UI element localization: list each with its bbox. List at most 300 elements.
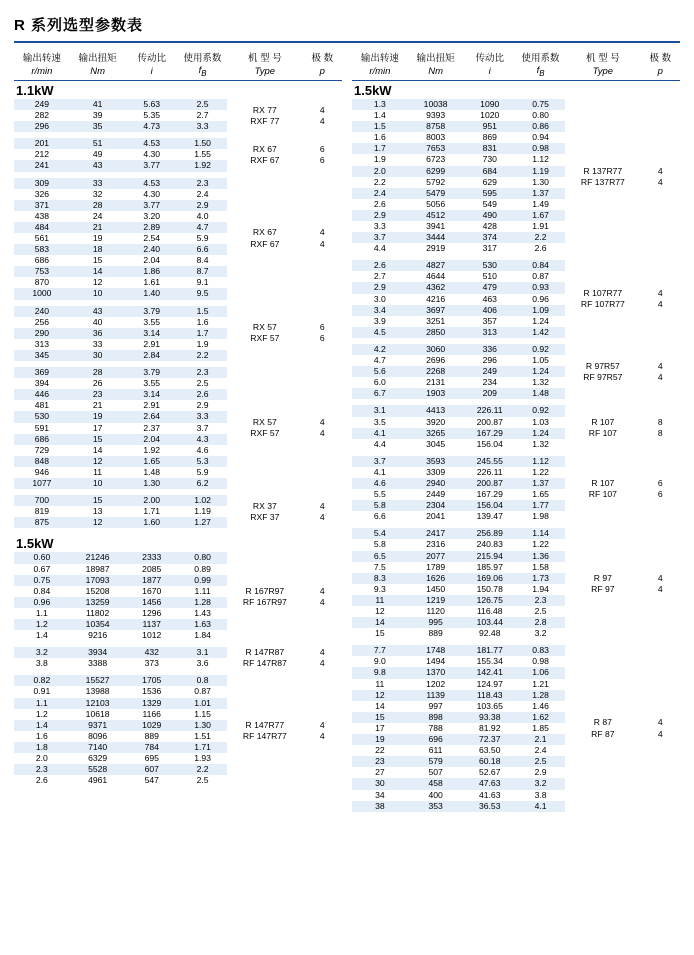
cell: 4216 xyxy=(408,294,464,305)
cell: 2.5 xyxy=(178,775,227,786)
cell: 1.6 xyxy=(14,731,70,742)
cell: 446 xyxy=(14,389,70,400)
cell: 4512 xyxy=(408,210,464,221)
cell: 15 xyxy=(70,434,126,445)
cell: 0.94 xyxy=(516,132,565,143)
poles-cell: 4 4 xyxy=(319,104,325,126)
cell: 2333 xyxy=(126,552,178,563)
cell: 2696 xyxy=(408,355,464,366)
cell: 870 xyxy=(14,277,70,288)
cell: 2417 xyxy=(408,528,464,539)
cell: 2.9 xyxy=(352,282,408,293)
cell: 549 xyxy=(464,199,516,210)
cell: 245.55 xyxy=(464,456,516,467)
cell: 898 xyxy=(408,712,464,723)
cell: 3060 xyxy=(408,344,464,355)
cell: 7653 xyxy=(408,143,464,154)
cell: 103.44 xyxy=(464,617,516,628)
type-cell: R 97R57 RF 97R57 xyxy=(583,360,623,382)
cell: 583 xyxy=(14,244,70,255)
type-cell: RX 67 RXF 67 xyxy=(250,143,280,165)
cell: 167.29 xyxy=(464,428,516,439)
cell: 6.7 xyxy=(352,388,408,399)
cell: 0.80 xyxy=(516,110,565,121)
cell: 5.8 xyxy=(352,539,408,550)
cell: 3251 xyxy=(408,316,464,327)
cell: 0.83 xyxy=(516,645,565,656)
poles-cell: 4 4 xyxy=(657,288,663,310)
cell: 212 xyxy=(14,149,70,160)
cell: 139.47 xyxy=(464,511,516,522)
cell: 2.6 xyxy=(14,775,70,786)
cell: 24 xyxy=(70,211,126,222)
cell: 1.30 xyxy=(178,720,227,731)
cell: 611 xyxy=(408,745,464,756)
cell: 6.6 xyxy=(178,244,227,255)
cell: 63.50 xyxy=(464,745,516,756)
header-unit-p: p xyxy=(319,66,325,78)
cell: 3.8 xyxy=(14,658,70,669)
cell: 2940 xyxy=(408,478,464,489)
section-table xyxy=(352,81,680,99)
cell: 296 xyxy=(464,355,516,366)
cell: 2.8 xyxy=(516,617,565,628)
cell: 0.96 xyxy=(516,294,565,305)
cell: 118.43 xyxy=(464,690,516,701)
cell: 2.54 xyxy=(126,233,178,244)
cell: 400 xyxy=(408,790,464,801)
cell: 240 xyxy=(14,306,70,317)
cell: 3.14 xyxy=(126,389,178,400)
cell: 2.40 xyxy=(126,244,178,255)
cell: 9.8 xyxy=(352,667,408,678)
cell: 38 xyxy=(352,801,408,812)
cell: 373 xyxy=(126,658,178,669)
type-cell: R 87 RF 87 xyxy=(591,717,615,739)
table-row xyxy=(352,456,680,467)
cell: 2.6 xyxy=(352,260,408,271)
cell: 1.19 xyxy=(178,506,227,517)
cell: 3.6 xyxy=(178,658,227,669)
cell: 23 xyxy=(70,389,126,400)
cell: 1.24 xyxy=(516,316,565,327)
cell: 481 xyxy=(14,400,70,411)
cell: 1.49 xyxy=(516,199,565,210)
cell: 2.00 xyxy=(126,495,178,506)
poles-cell: 4 4 xyxy=(319,647,325,669)
cell: 353 xyxy=(408,801,464,812)
table-row xyxy=(14,367,342,378)
type-cell: R 97 RF 97 xyxy=(591,572,615,594)
cell: 1.50 xyxy=(178,138,227,149)
cell: 2.2 xyxy=(178,764,227,775)
cell: 2077 xyxy=(408,551,464,562)
cell: 1.5 xyxy=(352,121,408,132)
cell: 1.92 xyxy=(178,160,227,171)
cell: 8.7 xyxy=(178,266,227,277)
cell: 313 xyxy=(464,327,516,338)
cell: 1.28 xyxy=(178,597,227,608)
header-type: 机 型 号 xyxy=(247,53,282,64)
cell: 14 xyxy=(70,266,126,277)
cell: 14 xyxy=(70,445,126,456)
cell: 12 xyxy=(70,517,126,528)
cell: 2.3 xyxy=(178,178,227,189)
cell: 181.77 xyxy=(464,645,516,656)
cell: 1.40 xyxy=(126,288,178,299)
cell: 3.1 xyxy=(352,405,408,416)
cell: 788 xyxy=(408,723,464,734)
cell: 12 xyxy=(70,277,126,288)
cell: 1.21 xyxy=(516,679,565,690)
cell: 530 xyxy=(14,411,70,422)
cell: 1029 xyxy=(126,720,178,731)
cell: 13259 xyxy=(70,597,126,608)
cell: 1.09 xyxy=(516,305,565,316)
cell: 9393 xyxy=(408,110,464,121)
cell: 0.91 xyxy=(14,686,70,697)
cell: 1.71 xyxy=(126,506,178,517)
cell: 3.0 xyxy=(352,294,408,305)
cell: 51 xyxy=(70,138,126,149)
cell: 3.7 xyxy=(178,423,227,434)
cell: 1.63 xyxy=(178,619,227,630)
cell: 875 xyxy=(14,517,70,528)
cell: 1.77 xyxy=(516,500,565,511)
cell: 686 xyxy=(14,434,70,445)
cell: 848 xyxy=(14,456,70,467)
cell: 2.1 xyxy=(516,734,565,745)
cell: 1.8 xyxy=(14,742,70,753)
type-cell: R 137R77 RF 137R77 xyxy=(580,165,625,187)
cell: 12103 xyxy=(70,698,126,709)
cell: 869 xyxy=(464,132,516,143)
cell: 3941 xyxy=(408,221,464,232)
cell: 28 xyxy=(70,200,126,211)
cell: 1.15 xyxy=(178,709,227,720)
cell: 5.35 xyxy=(126,110,178,121)
cell: 209 xyxy=(464,388,516,399)
cell: 3.79 xyxy=(126,306,178,317)
cell: 438 xyxy=(14,211,70,222)
section-table xyxy=(14,81,342,99)
cell: 2041 xyxy=(408,511,464,522)
type-cell: RX 57 RXF 57 xyxy=(250,322,280,344)
cell: 0.86 xyxy=(516,121,565,132)
cell: 428 xyxy=(464,221,516,232)
cell: 2.0 xyxy=(352,166,408,177)
group-table xyxy=(14,495,342,528)
cell: 21 xyxy=(70,222,126,233)
cell: 33 xyxy=(70,178,126,189)
cell: 371 xyxy=(14,200,70,211)
group-table xyxy=(352,260,680,338)
cell: 458 xyxy=(408,778,464,789)
cell: 5479 xyxy=(408,188,464,199)
cell: 0.92 xyxy=(516,344,565,355)
table-row xyxy=(14,675,342,686)
cell: 169.06 xyxy=(464,573,516,584)
cell: 1000 xyxy=(14,288,70,299)
cell: 200.87 xyxy=(464,478,516,489)
cell: 3.1 xyxy=(178,647,227,658)
cell: 2.91 xyxy=(126,339,178,350)
header-unit-i: i xyxy=(488,66,491,78)
cell: 49 xyxy=(70,149,126,160)
cell: 2.7 xyxy=(352,271,408,282)
cell: 1.43 xyxy=(178,608,227,619)
poles-cell: 4 4 xyxy=(657,360,663,382)
cell: 946 xyxy=(14,467,70,478)
cell: 326 xyxy=(14,189,70,200)
right-column xyxy=(352,53,680,818)
cell: 124.97 xyxy=(464,679,516,690)
cell: 226.11 xyxy=(464,405,516,416)
cell: 309 xyxy=(14,178,70,189)
cell: 4961 xyxy=(70,775,126,786)
cell: 15 xyxy=(70,255,126,266)
cell: 3.3 xyxy=(178,411,227,422)
cell: 1329 xyxy=(126,698,178,709)
poles-cell: 4 4 xyxy=(319,227,325,249)
cell: 4.4 xyxy=(352,243,408,254)
cell: 889 xyxy=(126,731,178,742)
cell: 0.99 xyxy=(178,575,227,586)
cell: 753 xyxy=(14,266,70,277)
right-table-header xyxy=(352,53,680,81)
cell: 15 xyxy=(352,712,408,723)
cell: 1.73 xyxy=(516,573,565,584)
cell: 5.9 xyxy=(178,467,227,478)
type-cell: R 167R97 RF 167R97 xyxy=(242,585,287,607)
cell: 256.89 xyxy=(464,528,516,539)
cell: 1.85 xyxy=(516,723,565,734)
cell: 2316 xyxy=(408,539,464,550)
cell: 1.37 xyxy=(516,188,565,199)
cell: 0.98 xyxy=(516,656,565,667)
table-columns xyxy=(14,53,680,818)
cell: 951 xyxy=(464,121,516,132)
header-unit-rmin: r/min xyxy=(369,66,391,78)
table-row xyxy=(14,552,342,563)
cell: 1.4 xyxy=(14,630,70,641)
group-table xyxy=(14,306,342,361)
left-table-header xyxy=(14,53,342,81)
cell: 1903 xyxy=(408,388,464,399)
cell: 3.7 xyxy=(352,456,408,467)
cell: 0.75 xyxy=(516,99,565,110)
cell: 3.77 xyxy=(126,160,178,171)
cell: 26 xyxy=(70,378,126,389)
cell: 2131 xyxy=(408,377,464,388)
table-row xyxy=(352,344,680,355)
header-output-speed: 输出转速 xyxy=(360,53,399,64)
cell: 1.32 xyxy=(516,439,565,450)
cell: 167.29 xyxy=(464,489,516,500)
cell: 3.7 xyxy=(352,232,408,243)
cell: 1.2 xyxy=(14,619,70,630)
cell: 30 xyxy=(352,778,408,789)
group-table xyxy=(352,99,680,254)
cell: 282 xyxy=(14,110,70,121)
cell: 3045 xyxy=(408,439,464,450)
cell: 686 xyxy=(14,255,70,266)
poles-cell: 6 6 xyxy=(319,143,325,165)
cell: 241 xyxy=(14,160,70,171)
header-output-speed: 输出转速 xyxy=(22,53,61,64)
cell: 561 xyxy=(14,233,70,244)
group-table xyxy=(352,456,680,523)
cell: 3.55 xyxy=(126,317,178,328)
cell: 0.84 xyxy=(14,586,70,597)
table-row xyxy=(14,647,342,658)
cell: 1166 xyxy=(126,709,178,720)
cell: 11 xyxy=(352,595,408,606)
cell: 2268 xyxy=(408,366,464,377)
cell: 36.53 xyxy=(464,801,516,812)
cell: 510 xyxy=(464,271,516,282)
cell: 249 xyxy=(464,366,516,377)
cell: 0.96 xyxy=(14,597,70,608)
header-unit-type: Type xyxy=(592,66,614,78)
cell: 10 xyxy=(70,478,126,489)
left-column xyxy=(14,53,342,818)
cell: 5792 xyxy=(408,177,464,188)
cell: 1139 xyxy=(408,690,464,701)
cell: 1077 xyxy=(14,478,70,489)
cell: 13 xyxy=(70,506,126,517)
cell: 0.80 xyxy=(178,552,227,563)
cell: 13988 xyxy=(70,686,126,697)
cell: 2.7 xyxy=(178,110,227,121)
right-table-body xyxy=(352,81,680,818)
cell: 1494 xyxy=(408,656,464,667)
group-table xyxy=(14,647,342,669)
cell: 9371 xyxy=(70,720,126,731)
cell: 547 xyxy=(126,775,178,786)
cell: 1.48 xyxy=(516,388,565,399)
cell: 1.24 xyxy=(516,428,565,439)
cell: 3.79 xyxy=(126,367,178,378)
cell: 1.9 xyxy=(352,154,408,165)
cell: 507 xyxy=(408,767,464,778)
cell: 4.2 xyxy=(352,344,408,355)
cell: 1.1 xyxy=(14,608,70,619)
poles-cell: 4 4 xyxy=(319,585,325,607)
cell: 1.4 xyxy=(352,110,408,121)
cell: 4413 xyxy=(408,405,464,416)
cell: 479 xyxy=(464,282,516,293)
cell: 1.6 xyxy=(178,317,227,328)
cell: 629 xyxy=(464,177,516,188)
cell: 3.4 xyxy=(352,305,408,316)
cell: 530 xyxy=(464,260,516,271)
cell: 43 xyxy=(70,160,126,171)
cell: 0.67 xyxy=(14,564,70,575)
cell: 369 xyxy=(14,367,70,378)
cell: 2.84 xyxy=(126,350,178,361)
cell: 0.75 xyxy=(14,575,70,586)
cell: 15208 xyxy=(70,586,126,597)
type-cell: R 107R77 RF 107R77 xyxy=(580,288,625,310)
group-table xyxy=(14,138,342,171)
cell: 5.8 xyxy=(352,500,408,511)
cell: 4.0 xyxy=(178,211,227,222)
cell: 730 xyxy=(464,154,516,165)
cell: 33 xyxy=(70,339,126,350)
type-cell: RX 67 RXF 67 xyxy=(250,227,280,249)
cell: 1.05 xyxy=(516,355,565,366)
cell: 5.4 xyxy=(352,528,408,539)
cell: 1626 xyxy=(408,573,464,584)
cell: 0.93 xyxy=(516,282,565,293)
cell: 19 xyxy=(70,233,126,244)
cell: 1.92 xyxy=(126,445,178,456)
header-unit-rmin: r/min xyxy=(31,66,53,78)
cell: 52.67 xyxy=(464,767,516,778)
cell: 9216 xyxy=(70,630,126,641)
header-poles: 极 数 xyxy=(649,53,672,64)
cell: 1.46 xyxy=(516,701,565,712)
cell: 6.6 xyxy=(352,511,408,522)
cell: 81.92 xyxy=(464,723,516,734)
cell: 1.67 xyxy=(516,210,565,221)
cell: 607 xyxy=(126,764,178,775)
header-unit-p: p xyxy=(657,66,663,78)
cell: 1.7 xyxy=(178,328,227,339)
cell: 317 xyxy=(464,243,516,254)
header-ratio: 传动比 xyxy=(475,53,504,64)
cell: 215.94 xyxy=(464,551,516,562)
table-row xyxy=(14,178,342,189)
poles-cell: 4 4 xyxy=(319,719,325,741)
table-row xyxy=(352,645,680,656)
cell: 0.87 xyxy=(516,271,565,282)
cell: 5528 xyxy=(70,764,126,775)
cell: 6299 xyxy=(408,166,464,177)
cell: 0.8 xyxy=(178,675,227,686)
cell: 7140 xyxy=(70,742,126,753)
cell: 156.04 xyxy=(464,439,516,450)
cell: 296 xyxy=(14,121,70,132)
cell: 2.6 xyxy=(352,199,408,210)
table-row xyxy=(14,138,342,149)
cell: 1456 xyxy=(126,597,178,608)
cell: 1.30 xyxy=(126,478,178,489)
cell: 19 xyxy=(352,734,408,745)
cell: 12 xyxy=(352,606,408,617)
cell: 4.1 xyxy=(516,801,565,812)
cell: 406 xyxy=(464,305,516,316)
cell: 484 xyxy=(14,222,70,233)
cell: 2.04 xyxy=(126,255,178,266)
cell: 784 xyxy=(126,742,178,753)
cell: 35 xyxy=(70,121,126,132)
cell: 0.89 xyxy=(178,564,227,575)
cell: 10038 xyxy=(408,99,464,110)
poles-cell: 8 8 xyxy=(657,416,663,438)
cell: 579 xyxy=(408,756,464,767)
header-unit-nm: Nm xyxy=(428,66,444,78)
group-table xyxy=(14,367,342,489)
cell: 256 xyxy=(14,317,70,328)
cell: 6.2 xyxy=(178,478,227,489)
cell: 7.5 xyxy=(352,562,408,573)
cell: 1.12 xyxy=(516,456,565,467)
cell: 1.48 xyxy=(126,467,178,478)
cell: 5.63 xyxy=(126,99,178,110)
cell: 345 xyxy=(14,350,70,361)
